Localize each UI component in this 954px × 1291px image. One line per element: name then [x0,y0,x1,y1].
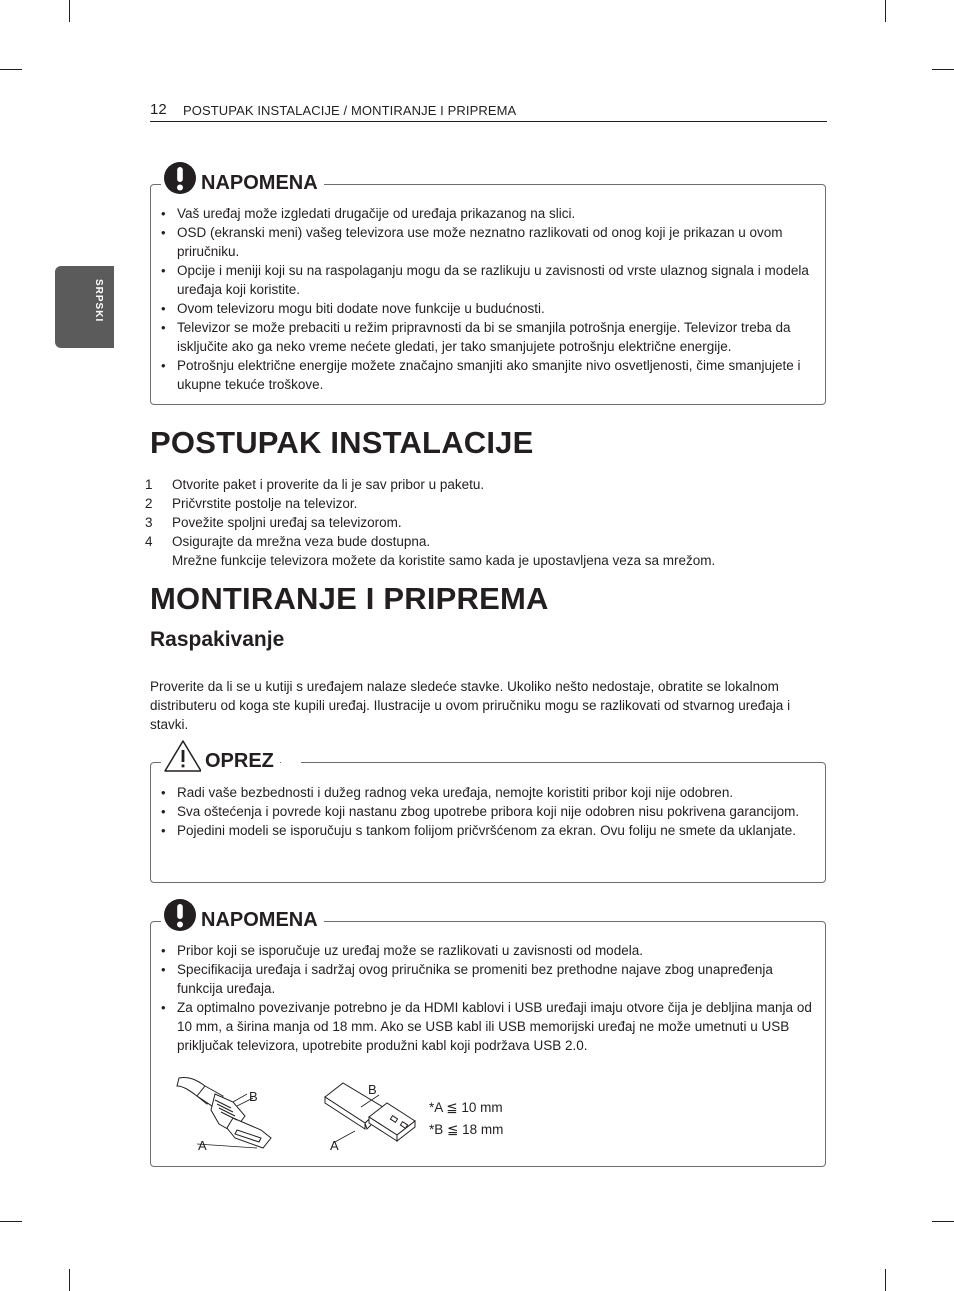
note-title: NAPOMENA [197,171,324,195]
unpacking-paragraph: Proverite da li se u kutiji s uređajem nalaze sledeće stavke. Ukoliko nešto nedostaje, obratite se lokalnom distributeru od koga ste kupili uređaj. Ilustracije u ovom priručniku mogu se razlikovati od stvarnog uređaja i stavki. [150,679,791,732]
crop-mark [0,1221,22,1222]
list-item: • Pribor koji se isporučuje uz uređaj može se razlikovati u zavisnosti od modela. [159,941,815,960]
step-number: 3 [145,515,153,530]
list-item: • OSD (ekranski meni) vašeg televizora use može neznatno razlikovati od onog koji je prikazan u ovom priručniku. [159,223,815,261]
crop-mark [0,69,22,70]
list-item: • Vaš uređaj može izgledati drugačije od uređaja prikazanog na slici. [159,204,815,223]
list-item: • Sva oštećenja i povrede koji nastanu zbog upotrebe pribora koji nije odobren nisu pokrivena garancijom. [159,802,815,821]
language-tab-label: SRPSKI [93,279,104,323]
running-header: POSTUPAK INSTALACIJE / MONTIRANJE I PRIPREMA [183,103,517,118]
crop-mark [932,1221,954,1222]
list-item: • Televizor se može prebaciti u režim pripravnosti da bi se smanjila potrošnja energije. Televizor treba da isključite ako ga neko vreme nećete gledati, jer tako smanjujete potrošnju električne energije. [159,318,815,356]
note-icon-wrap [161,898,199,937]
list-item [144,513,824,532]
step-number: 4 [145,534,153,549]
caution-title: OPREZ [201,749,280,773]
exclamation-circle-icon [163,898,197,932]
dimension-a-text: *A ≦ 10 mm [429,1100,503,1115]
note-box-1 [150,172,826,405]
hdmi-connector-illustration [175,1072,285,1157]
hdmi-label-a: A [198,1138,207,1153]
crop-mark [69,1269,70,1291]
language-tab [55,266,114,348]
caution-title-rule-gap [281,762,301,764]
usb-label-b: B [368,1082,377,1097]
list-item: • Pojedini modeli se isporučuju s tankom folijom pričvršćenom za ekran. Ovu foliju ne smete da uklanjate. [159,821,815,840]
crop-mark [885,0,886,22]
list-item: • Potrošnju električne energije možete značajno smanjiti ako smanjite nivo osvetljenosti, čime smanjujete i ukupne tekuće troškove. [159,356,815,394]
step-text: Osigurajte da mrežna veza bude dostupna. [172,534,431,549]
note-list [159,204,815,394]
step-text: Pričvrstite postolje na televizor. [172,496,358,511]
note-list [159,941,815,1055]
warning-triangle-icon [163,739,203,773]
list-item [144,532,824,570]
installation-steps [144,475,824,570]
step-text: Povežite spoljni uređaj sa televizorom. [172,515,402,530]
crop-mark [69,0,70,22]
list-item: • Ovom televizoru mogu biti dodate nove funkcije u budućnosti. [159,299,815,318]
note-title: NAPOMENA [197,908,324,932]
list-item: • Opcije i meniji koji su na raspolaganju mogu da se razlikuju u zavisnosti od vrste ulaznog signala i modela uređaja koji koristite. [159,261,815,299]
crop-mark [885,1269,886,1291]
caution-box [150,750,826,883]
list-item: • Radi vaše bezbednosti i dužeg radnog veka uređaja, nemojte koristiti pribor koji nije odobren. [159,783,815,802]
note-box-2 [150,909,826,1167]
page-number: 12 [150,101,167,118]
usb-label-a: A [330,1138,339,1153]
caution-list [159,783,815,840]
exclamation-circle-icon [163,161,197,195]
dimension-b-text: *B ≦ 18 mm [429,1122,504,1137]
step-number: 1 [145,477,153,492]
crop-mark [932,69,954,70]
subsection-title: Raspakivanje [150,628,285,651]
section-title-installation: POSTUPAK INSTALACIJE [150,425,534,460]
list-item [144,475,824,494]
list-item: • Za optimalno povezivanje potrebno je da HDMI kablovi i USB uređaji imaju otvore čija je debljina manja od 10 mm, a širina manja od 18 mm. Ako se USB kabl ili USB memorijski uređaj ne može umetnuti u USB priključak televizora, upotrebite produžni kabl koji podržava USB 2.0. [159,998,815,1055]
step-text: Otvorite paket i proverite da li je sav pribor u paketu. [172,477,485,492]
section-title-mounting: MONTIRANJE I PRIPREMA [150,581,549,616]
step-number: 2 [145,496,153,511]
hdmi-label-b: B [249,1089,258,1104]
note-icon-wrap [161,161,199,200]
list-item: • Specifikacija uređaja i sadržaj ovog priručnika se promeniti bez prethodne najave zbog unapređenja funkcija uređaja. [159,960,815,998]
step-extra-text: Mrežne funkcije televizora možete da koristite samo kada je upostavljena veza sa mrežom. [172,553,716,568]
caution-icon-wrap [161,739,205,778]
header-rule [150,121,827,122]
list-item [144,494,824,513]
